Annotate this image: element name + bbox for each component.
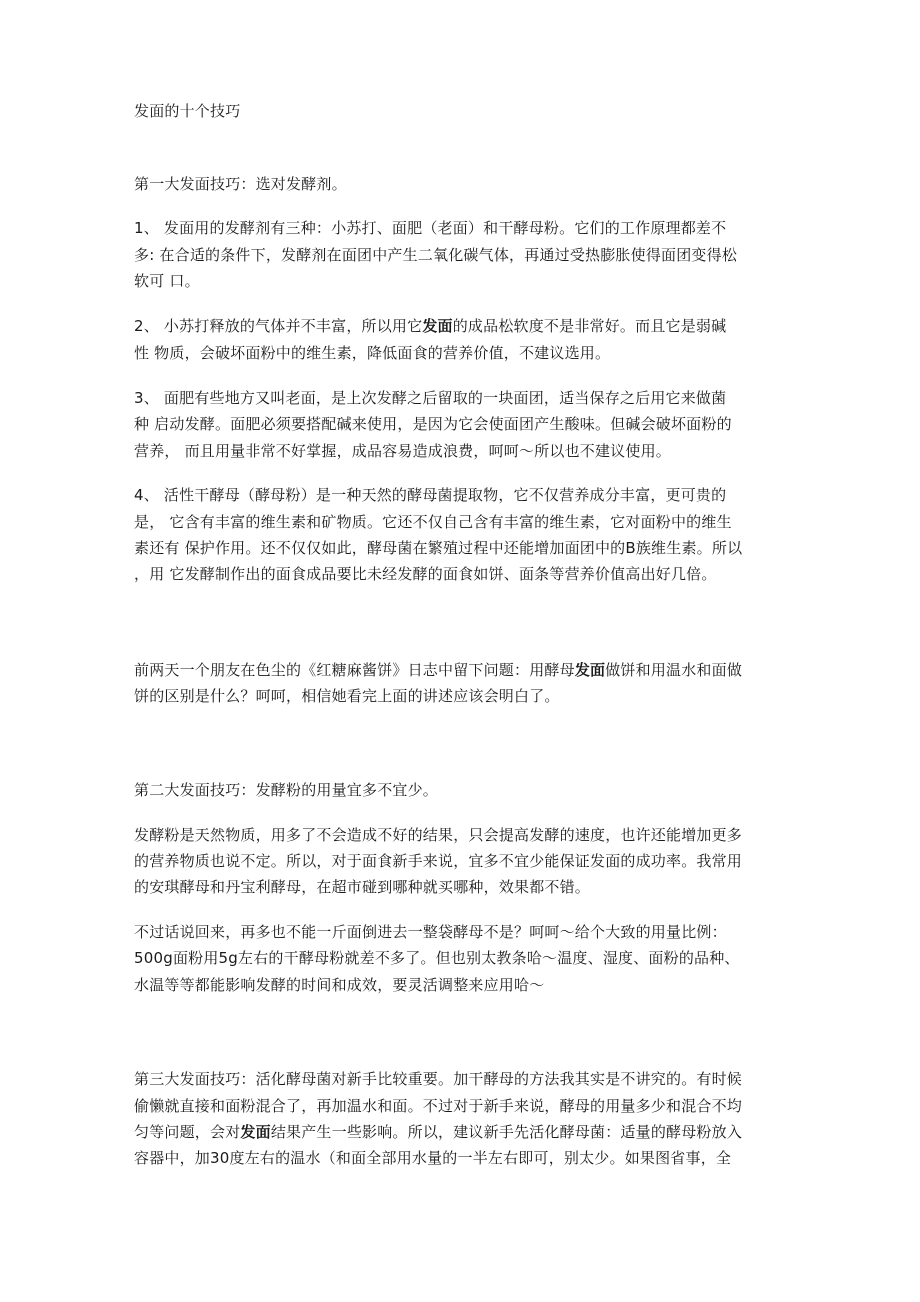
section1-p4-line4: ，用 它发酵制作出的面食成品要比未经发酵的面食如饼、面条等营养价值高出好几倍。 [134, 565, 717, 583]
section2-p2-line3: 水温等等都能影响发酵的时间和成效，要灵活调整来应用哈～ [134, 976, 545, 994]
section3-line4: 容器中，加30度左右的温水（和面全部用水量的一半左右即可，别太少。如果图省事，全 [134, 1149, 732, 1167]
section2-p1-line2: 的营养物质也说不定。所以，对于面食新手来说，宜多不宜少能保证发面的成功率。我常用 [134, 852, 743, 870]
section3-line1: 第三大发面技巧：活化酵母菌对新手比较重要。加干酵母的方法我其实是不讲究的。有时候 [134, 1070, 743, 1088]
section2-heading: 第二大发面技巧：发酵粉的用量宜多不宜少。 [134, 781, 439, 799]
section1-p4-line3: 素还有 保护作用。还不仅仅如此，酵母菌在繁殖过程中还能增加面团中的B族维生素。所以 [134, 539, 743, 557]
section1-p1-line2: 多: 在合适的条件下，发酵剂在面团中产生二氧化碳气体，再通过受热膨胀使得面团变得松 [134, 246, 738, 264]
text-span: 的成品松软度不是非常好。而且它是弱碱 [452, 317, 727, 335]
section2-p1-line3: 的安琪酵母和丹宝利酵母，在超市碰到哪种就买哪种，效果都不错。 [134, 878, 591, 896]
section1-p2-line1 [134, 316, 814, 336]
section1-p2-line2: 性 物质，会破坏面粉中的维生素，降低面食的营养价值，不建议选用。 [134, 344, 611, 362]
section2-p1-line1: 发酵粉是天然物质，用多了不会造成不好的结果，只会提高发酵的速度，也许还能增加更多 [134, 826, 743, 844]
text-span: 偷懒就直接和面粉混合了，再加温水和面。不过对于新手来说，酵母的用量多少和混合不均 [134, 1097, 743, 1115]
friend-paragraph-line2: 饼的区别是什么？呵呵，相信她看完上面的讲述应该会明白了。 [134, 687, 560, 705]
bold-keyword: 发面 [422, 317, 453, 335]
bold-keyword: 发面 [240, 1123, 271, 1141]
document-title: 发面的十个技巧 [134, 102, 241, 120]
text-span: 做饼和用温水和面做 [605, 661, 743, 679]
section1-p1-line3: 软可 口。 [134, 272, 200, 290]
section1-p3-line2: 种 启动发酵。面肥必须要搭配碱来使用，是因为它会使面团产生酸味。但碱会破坏面粉的 [134, 415, 732, 433]
section2-p2-line1: 不过话说回来，再多也不能一斤面倒进去一整袋酵母不是？呵呵～给个大致的用量比例： [134, 923, 727, 941]
bold-keyword: 发面 [574, 661, 606, 679]
section1-heading: 第一大发面技巧：选对发酵剂。 [134, 175, 347, 193]
text-span: 前两天一个朋友在色尘的《红糖麻酱饼》日志中留下问题：用酵母 [134, 661, 575, 679]
section1-p1-line1: 1、 发面用的发酵剂有三种：小苏打、面肥（老面）和干酵母粉。它们的工作原理都差不 [134, 219, 727, 237]
text-span: 2、 小苏打释放的气体并不丰富，所以用它 [134, 317, 423, 335]
text-span: 匀等问题，会对 [134, 1123, 241, 1141]
section3-line2 [134, 1096, 814, 1116]
section1-p4-line2: 是， 它含有丰富的维生素和矿物质。它还不仅自己含有丰富的维生素，它对面粉中的维生 [134, 513, 732, 531]
section1-p3-line3: 营养， 而且用量非常不好掌握，成品容易造成浪费，呵呵～所以也不建议使用。 [134, 442, 671, 460]
section1-p3-line1: 3、 面肥有些地方又叫老面，是上次发酵之后留取的一块面团，适当保存之后用它来做菌 [134, 389, 727, 407]
text-span: 结果产生一些影响。所以，建议新手先活化酵母菌：适量的酵母粉放入 [270, 1123, 743, 1141]
section3-line3 [134, 1122, 814, 1142]
section2-p2-line2: 500g面粉用5g左右的干酵母粉就差不多了。但也别太教条哈～温度、湿度、面粉的品种、 [134, 949, 740, 967]
friend-paragraph-line1 [134, 660, 814, 680]
section1-p4-line1: 4、 活性干酵母（酵母粉）是一种天然的酵母菌提取物，它不仅营养成分丰富，更可贵的 [134, 486, 727, 504]
